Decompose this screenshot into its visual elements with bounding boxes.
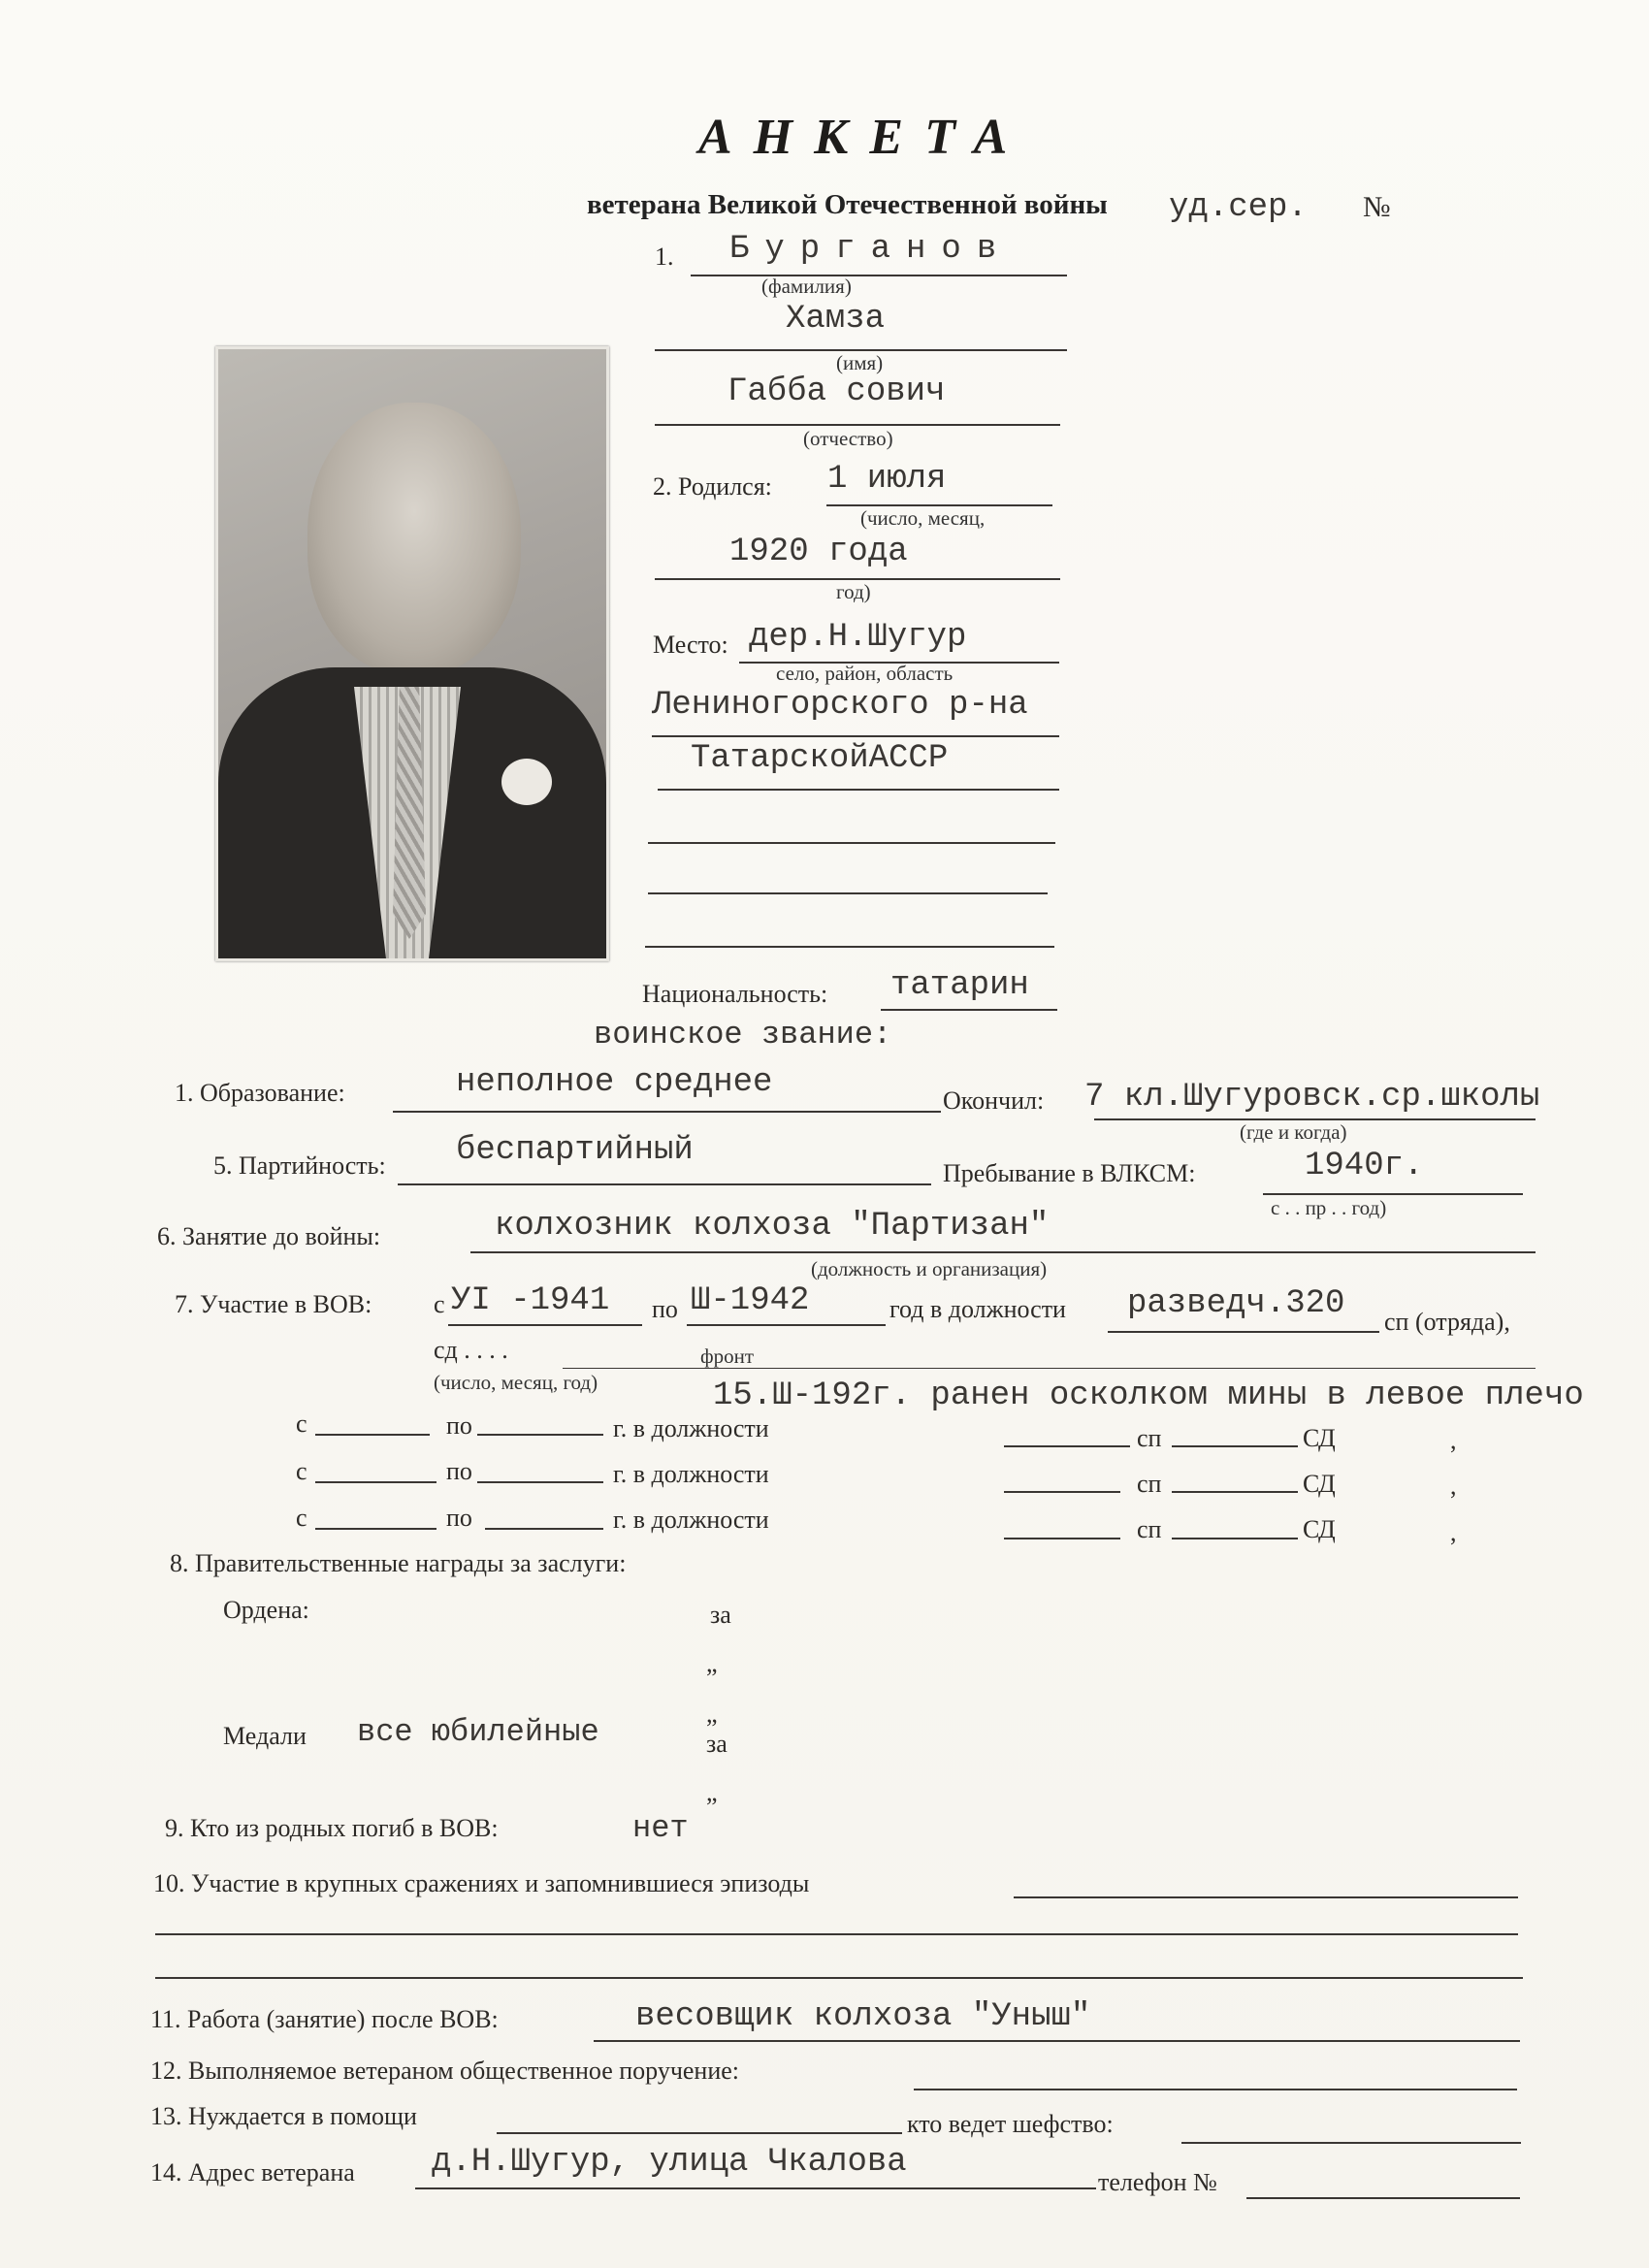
service-row-to-line bbox=[485, 1528, 603, 1530]
phone-line bbox=[1246, 2197, 1520, 2199]
relatives-value: нет bbox=[632, 1810, 689, 1846]
war-from-value: УI -1941 bbox=[451, 1282, 610, 1319]
service-row-position: г. в должности bbox=[613, 1506, 769, 1534]
war-front-label: фронт bbox=[700, 1345, 755, 1368]
medals-ditto-2: „ bbox=[706, 1778, 718, 1806]
medals-for-label: за bbox=[706, 1730, 728, 1758]
blank-line-3 bbox=[645, 946, 1054, 948]
war-date-caption: (число, месяц, год) bbox=[434, 1371, 598, 1394]
phone-label: телефон № bbox=[1098, 2168, 1217, 2196]
prewar-label: 6. Занятие до войны: bbox=[157, 1222, 381, 1250]
war-from-line bbox=[448, 1324, 642, 1326]
service-row-from: с bbox=[296, 1504, 307, 1532]
war-position-line bbox=[1108, 1331, 1379, 1333]
service-row-comma: , bbox=[1450, 1472, 1457, 1500]
war-position-value: разведч.320 bbox=[1127, 1285, 1345, 1322]
surname-line bbox=[691, 275, 1067, 276]
party-value: беспартийный bbox=[456, 1132, 694, 1169]
service-row-comma: , bbox=[1450, 1426, 1457, 1454]
birth-year-caption: год) bbox=[836, 580, 871, 603]
service-row-to-line bbox=[477, 1481, 603, 1483]
form-title: АНКЕТА bbox=[698, 110, 1029, 165]
service-row-from-line bbox=[315, 1528, 436, 1530]
prewar-line bbox=[470, 1251, 1536, 1253]
birth-label: 2. Родился: bbox=[653, 472, 772, 501]
serial-prefix: уд.сер. bbox=[1169, 189, 1308, 226]
war-front-line bbox=[563, 1368, 1536, 1369]
name-value: Хамза bbox=[786, 301, 886, 338]
education-value: неполное среднее bbox=[456, 1064, 773, 1101]
birth-district-line bbox=[652, 735, 1059, 737]
vlksm-line bbox=[1263, 1193, 1523, 1195]
service-row-position: г. в должности bbox=[613, 1414, 769, 1442]
service-row-comma: , bbox=[1450, 1518, 1457, 1546]
service-row-from: с bbox=[296, 1409, 307, 1438]
prewar-caption: (должность и организация) bbox=[811, 1257, 1048, 1280]
needs-help-line bbox=[497, 2132, 902, 2134]
service-row-to: по bbox=[446, 1457, 472, 1485]
medals-ditto-1: „ bbox=[706, 1700, 718, 1728]
service-row-sp: сп bbox=[1137, 1470, 1162, 1498]
service-row-sp: сп bbox=[1137, 1424, 1162, 1452]
service-row-position: г. в должности bbox=[613, 1460, 769, 1488]
education-label: 1. Образование: bbox=[175, 1079, 345, 1107]
birth-place-caption: село, район, область bbox=[776, 662, 954, 685]
birth-region-value: ТатарскойАССР bbox=[691, 740, 949, 777]
birth-region-line bbox=[658, 789, 1059, 791]
service-row-sd: СД bbox=[1303, 1424, 1336, 1452]
birth-district-value: Лениногорского р-на bbox=[652, 687, 1028, 724]
war-unit-label: сп (отряда), bbox=[1384, 1308, 1510, 1336]
vlksm-label: Пребывание в ВЛКСМ: bbox=[943, 1159, 1196, 1187]
orders-ditto: „ bbox=[706, 1649, 718, 1677]
service-row-to: по bbox=[446, 1504, 472, 1532]
name-caption: (имя) bbox=[836, 351, 884, 374]
postwar-line bbox=[594, 2040, 1520, 2042]
orders-label: Ордена: bbox=[223, 1596, 309, 1624]
vlksm-caption: с . . пр . . год) bbox=[1271, 1196, 1387, 1219]
service-row-position-line bbox=[1004, 1538, 1120, 1539]
war-label: 7. Участие в ВОВ: bbox=[175, 1290, 372, 1318]
postwar-label: 11. Работа (занятие) после ВОВ: bbox=[150, 2005, 499, 2033]
medals-value: все юбилейные bbox=[357, 1714, 599, 1750]
nationality-line bbox=[881, 1009, 1057, 1011]
birth-place-label: Место: bbox=[653, 631, 728, 659]
public-work-line bbox=[914, 2089, 1517, 2090]
nationality-value: татарин bbox=[890, 967, 1029, 1004]
war-to-value: Ш-1942 bbox=[691, 1282, 810, 1319]
patronymic-caption: (отчество) bbox=[803, 427, 893, 450]
nationality-label: Национальность: bbox=[642, 980, 828, 1008]
finished-caption: (где и когда) bbox=[1240, 1120, 1347, 1144]
birth-year-value: 1920 года bbox=[729, 534, 908, 570]
rank-label: воинское звание: bbox=[594, 1017, 892, 1053]
patronymic-value: Габба сович bbox=[728, 373, 946, 410]
surname-value: Бурганов bbox=[729, 231, 1013, 268]
prewar-value: колхозник колхоза "Партизан" bbox=[495, 1208, 1050, 1245]
blank-line-2 bbox=[648, 892, 1048, 894]
service-row-sp-line bbox=[1172, 1491, 1298, 1493]
birth-date-caption: (число, месяц, bbox=[860, 506, 986, 530]
service-row-sd: СД bbox=[1303, 1515, 1336, 1543]
service-row-position-line bbox=[1004, 1491, 1120, 1493]
battles-line-3 bbox=[155, 1977, 1523, 1979]
finished-value: 7 кл.Шугуровск.ср.школы bbox=[1084, 1079, 1540, 1116]
service-row-from-line bbox=[315, 1481, 436, 1483]
war-to-line bbox=[687, 1324, 886, 1326]
surname-caption: (фамилия) bbox=[761, 275, 852, 298]
war-division-label: сд . . . . bbox=[434, 1336, 508, 1364]
battles-line-2 bbox=[155, 1933, 1518, 1935]
public-work-label: 12. Выполняемое ветераном общественное поручение: bbox=[150, 2057, 740, 2085]
awards-label: 8. Правительственные награды за заслуги: bbox=[170, 1549, 627, 1577]
veteran-photo bbox=[215, 346, 609, 961]
birth-place-value: дер.Н.Шугур bbox=[749, 619, 967, 656]
patronymic-line bbox=[655, 424, 1060, 426]
battles-line-1 bbox=[1014, 1896, 1518, 1898]
address-value: д.Н.Шугур, улица Чкалова bbox=[432, 2144, 907, 2181]
needs-help-label: 13. Нуждается в помощи bbox=[150, 2102, 417, 2130]
service-row-to: по bbox=[446, 1411, 472, 1440]
party-line bbox=[398, 1183, 931, 1185]
identity-item-number: 1. bbox=[655, 243, 674, 271]
postwar-value: весовщик колхоза "Уныш" bbox=[635, 1998, 1091, 2035]
form-subtitle: ветерана Великой Отечественной войны bbox=[587, 189, 1108, 220]
war-wound-note: 15.Ш-192г. ранен осколком мины в левое плечо bbox=[713, 1377, 1584, 1414]
war-position-label: год в должности bbox=[889, 1295, 1066, 1323]
war-to-label: по bbox=[652, 1295, 678, 1323]
patron-label: кто ведет шефство: bbox=[907, 2110, 1114, 2138]
battles-label: 10. Участие в крупных сражениях и запомнившиеся эпизоды bbox=[153, 1869, 810, 1897]
patron-line bbox=[1181, 2142, 1521, 2144]
party-label: 5. Партийность: bbox=[213, 1151, 386, 1180]
war-from-label: с bbox=[434, 1290, 445, 1318]
finished-label: Окончил: bbox=[943, 1086, 1045, 1115]
service-row-from-line bbox=[315, 1434, 430, 1436]
birth-date-value: 1 июля bbox=[827, 461, 947, 498]
medals-label: Медали bbox=[223, 1722, 307, 1750]
number-sign: № bbox=[1363, 191, 1391, 223]
service-row-sd: СД bbox=[1303, 1470, 1336, 1498]
orders-for-label: за bbox=[710, 1601, 731, 1629]
service-row-sp-line bbox=[1172, 1445, 1298, 1447]
service-row-to-line bbox=[477, 1434, 603, 1436]
service-row-sp-line bbox=[1172, 1538, 1298, 1539]
relatives-label: 9. Кто из родных погиб в ВОВ: bbox=[165, 1814, 499, 1842]
service-row-sp: сп bbox=[1137, 1515, 1162, 1543]
blank-line-1 bbox=[648, 842, 1055, 844]
education-line bbox=[393, 1111, 941, 1113]
service-row-position-line bbox=[1004, 1445, 1130, 1447]
address-line bbox=[415, 2187, 1096, 2189]
service-row-from: с bbox=[296, 1457, 307, 1485]
address-label: 14. Адрес ветерана bbox=[150, 2158, 355, 2187]
vlksm-value: 1940г. bbox=[1305, 1148, 1424, 1184]
